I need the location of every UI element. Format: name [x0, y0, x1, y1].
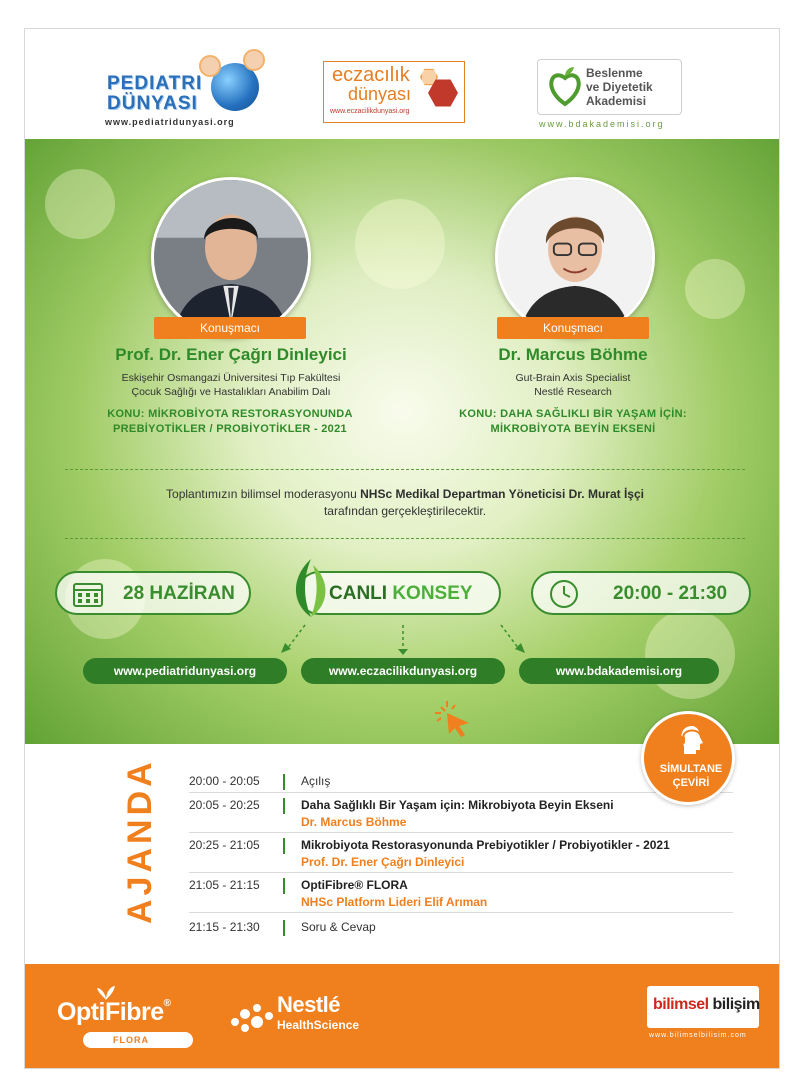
affiliation-line: Çocuk Sağlığı ve Hastalıkları Anabilim Dalı: [131, 386, 331, 398]
simultane-line1: SİMULTANE: [659, 763, 723, 775]
apple-heart-icon: [546, 66, 584, 108]
speaker-badge: Konuşmacı: [154, 317, 306, 339]
pediatri-logo-line2: DÜNYASI: [107, 93, 198, 114]
agenda-time: 20:25 - 21:05: [189, 838, 260, 852]
bokeh-light: [685, 259, 745, 319]
agenda-title: Mikrobiyota Restorasyonunda Prebiyotikler / Probiyotikler - 2021: [301, 838, 670, 852]
moderation-suffix: tarafından gerçekleştirilecektir.: [323, 504, 487, 518]
row-divider: [189, 832, 733, 833]
bda-logo-url: www.bdakademisi.org: [539, 119, 665, 129]
optifibre-flora-logo: [57, 986, 197, 1052]
eczacilik-logo-url: www.eczacilikdunyasi.org: [330, 108, 410, 115]
flora-label: FLORA: [83, 1032, 193, 1048]
speaker-topic: [408, 407, 738, 437]
agenda-title: Açılış: [301, 774, 331, 788]
agenda-separator: [283, 774, 285, 790]
simultaneous-translation-badge: [641, 711, 735, 805]
bda-logo[interactable]: [537, 59, 682, 115]
click-cursor-icon: [429, 697, 473, 741]
eczacilik-logo-line2: dünyası: [348, 84, 412, 104]
registered-mark: ®: [163, 998, 171, 1009]
divider: [65, 538, 745, 539]
row-divider: [189, 912, 733, 913]
speaker-topic: [65, 407, 395, 437]
agenda-speaker: NHSc Platform Lideri Elif Arıman: [301, 895, 488, 909]
headset-icon: [678, 724, 706, 756]
bilimsel-word: bilimsel: [653, 996, 709, 1013]
topic-line: MİKROBİYOTA BEYİN EKSENİ: [490, 423, 656, 435]
pediatri-dunyasi-logo[interactable]: [103, 47, 263, 127]
event-title-part2: KONSEY: [392, 583, 473, 604]
topic-line: KONU: DAHA SAĞLIKLI BİR YAŞAM İÇİN:: [459, 408, 687, 420]
moderator-name: NHSc Medikal Departman Yöneticisi Dr. Murat İşçi: [360, 487, 644, 501]
event-time: 20:00 - 21:30: [613, 583, 728, 604]
dashed-arrows: [25, 623, 780, 657]
link-eczacilikdunyasi[interactable]: www.eczacilikdunyasi.org: [301, 658, 505, 684]
speaker-name: Prof. Dr. Ener Çağrı Dinleyici: [115, 345, 347, 364]
header-logos: [25, 29, 780, 139]
affiliation-line: Gut-Brain Axis Specialist: [515, 372, 631, 384]
agenda-time: 20:05 - 20:25: [189, 798, 260, 812]
child-face-icon: [199, 55, 221, 77]
event-time-pill: [531, 571, 751, 615]
bilimsel-bilisim-logo: [647, 986, 759, 1028]
footer: [25, 964, 780, 1069]
leaf-icon: [289, 557, 333, 619]
agenda-heading: AJANDA: [121, 758, 159, 924]
event-date-pill: [55, 571, 251, 615]
bokeh-light: [45, 169, 115, 239]
event-title-part1: CANLI: [329, 583, 393, 604]
row-divider: [189, 872, 733, 873]
poster: [24, 28, 780, 1069]
speaker-name: Dr. Marcus Böhme: [498, 345, 648, 364]
bilisim-word: bilişim: [712, 996, 760, 1013]
speaker-badge: Konuşmacı: [497, 317, 649, 339]
nestle-name: Nestlé: [277, 992, 341, 1017]
agenda-speaker: Dr. Marcus Böhme: [301, 815, 407, 829]
moderation-prefix: Toplantımızın bilimsel moderasyonu: [166, 487, 361, 501]
agenda-time: 20:00 - 20:05: [189, 774, 260, 788]
moderation-text: [65, 486, 745, 520]
agenda-title: Soru & Cevap: [301, 920, 376, 934]
calendar-icon: [73, 581, 103, 607]
child-face-icon: [243, 49, 265, 71]
bilimsel-url: www.bilimselbilisim.com: [649, 1032, 747, 1039]
bda-logo-line3: Akademisi: [586, 94, 647, 108]
agenda-separator: [283, 798, 285, 814]
agenda-separator: [283, 920, 285, 936]
speaker-affiliation: [413, 371, 733, 399]
bda-logo-line1: Beslenme: [586, 66, 643, 80]
speaker-portrait-bohme: [495, 177, 655, 337]
eczacilik-dunyasi-logo[interactable]: [323, 61, 465, 123]
eczacilik-logo-line1: eczacılık: [332, 64, 410, 86]
link-pediatridunyasi[interactable]: www.pediatridunyasi.org: [83, 658, 287, 684]
speaker-affiliation: [71, 371, 391, 399]
healthscience-name: HealthScience: [277, 1018, 360, 1032]
row-divider: [189, 792, 733, 793]
speaker-portrait-dinleyici: [151, 177, 311, 337]
agenda-time: 21:05 - 21:15: [189, 878, 260, 892]
affiliation-line: Nestlé Research: [534, 386, 612, 398]
agenda-separator: [283, 838, 285, 854]
agenda-time: 21:15 - 21:30: [189, 920, 260, 934]
topic-line: KONU: MİKROBİYOTA RESTORASYONUNDA: [107, 408, 353, 420]
affiliation-line: Eskişehir Osmangazi Üniversitesi Tıp Fakültesi: [121, 372, 341, 384]
pediatri-logo-url: www.pediatridunyasi.org: [105, 117, 235, 127]
simultane-line2: ÇEVİRİ: [672, 777, 710, 789]
nestle-healthscience-logo: [227, 992, 387, 1048]
agenda-title: Daha Sağlıklı Bir Yaşam için: Mikrobiyota Beyin Ekseni: [301, 798, 614, 812]
event-date: 28 HAZİRAN: [123, 583, 235, 604]
bokeh-light: [355, 199, 445, 289]
topic-line: PREBİYOTİKLER / PROBİYOTİKLER - 2021: [113, 423, 347, 435]
link-bdakademisi[interactable]: www.bdakademisi.org: [519, 658, 719, 684]
clock-icon: [549, 579, 579, 609]
bda-logo-line2: ve Diyetetik: [586, 80, 653, 94]
hero-section: [25, 139, 780, 744]
agenda-speaker: Prof. Dr. Ener Çağrı Dinleyici: [301, 855, 465, 869]
nestle-dots-icon: [227, 1000, 275, 1036]
pediatri-logo-line1: PEDIATRI: [107, 73, 203, 94]
agenda-separator: [283, 878, 285, 894]
agenda-title: OptiFibre® FLORA: [301, 878, 408, 892]
divider: [65, 469, 745, 470]
optifibre-name: OptiFibre: [57, 998, 164, 1026]
